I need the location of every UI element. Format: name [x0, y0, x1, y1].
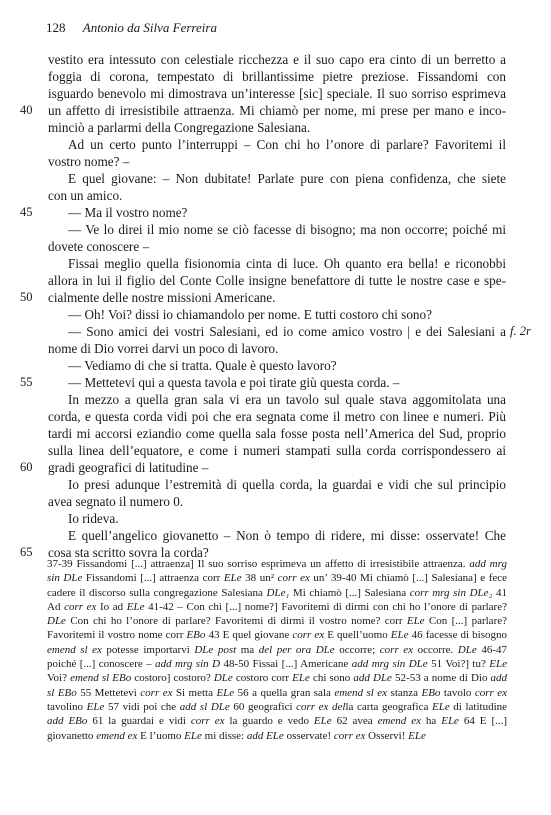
apparatus-siglum: post: [217, 643, 237, 656]
apparatus-siglum: del: [332, 700, 346, 713]
apparatus-siglum: EBo: [186, 629, 206, 642]
apparatus-siglum: ELe: [126, 600, 145, 613]
text-line: un affetto di irresistibile attraenza. Mi chiamò per nome, mi prese per mano e inco-: [48, 103, 506, 118]
apparatus-siglum: DLe: [63, 572, 83, 585]
apparatus-siglum: add: [353, 672, 370, 685]
apparatus-siglum: ELe: [489, 658, 508, 671]
text-line: — Ve lo direi il mio nome se ciò facesse di bisogno; ma non occorre; poiché mi: [68, 222, 506, 237]
text-line: Fissai meglio quella fisionomia cinta di luce. Oh quanto era bella! e riconobbi: [68, 256, 506, 271]
apparatus-siglum: corr ex: [277, 572, 310, 585]
text-line: dovete conoscere –: [48, 239, 150, 254]
apparatus-siglum: corr ex: [190, 715, 225, 728]
text-line: E quel giovane: – Non dubitate! Parlate pure con piena confidenza, che siete: [68, 171, 506, 186]
text-line: Io presi adunque l’estremità di quella corda, la guardai e vidi che sul principio: [68, 477, 506, 492]
text-line: nome di Dio vorrei darvi un poco di lavoro.: [48, 341, 279, 356]
apparatus-siglum: EBo: [68, 715, 88, 728]
text-line: con un amico.: [48, 188, 123, 203]
line-number: 50: [20, 290, 33, 304]
text-line: tardi mi accorsi eziandio come quella sala fosse posta nell’America del Sud, proprio: [48, 426, 506, 441]
apparatus-siglum: DLe: [373, 672, 392, 685]
text-line: — Vediamo di che si tratta. Quale è questo lavoro?: [68, 358, 337, 373]
apparatus-siglum: emend sl: [70, 672, 110, 685]
text-line: sulla linea dell’equatore, e come i numeri stampati sulla corda corrispondessero ai: [48, 443, 506, 458]
text-line: — Oh! Voi? dissi io chiamandolo per nome. E tutti costoro chi sono?: [68, 307, 432, 322]
apparatus-siglum: add sl: [179, 700, 208, 713]
apparatus-siglum: DLe: [213, 672, 233, 685]
text-line: vostro nome? –: [48, 154, 130, 169]
folio-marker: f. 2r: [510, 324, 531, 338]
apparatus-siglum: EBo: [421, 686, 441, 699]
line-number: 45: [20, 205, 33, 219]
text-line: Ad un certo punto l’interruppi – Con chi ho l’onore di parlare? Favoritemi il: [68, 137, 506, 152]
apparatus-siglum: per ora: [276, 643, 312, 656]
page-number: 128: [46, 20, 66, 35]
apparatus-siglum: add: [246, 729, 264, 742]
line-number: 60: [20, 460, 33, 474]
apparatus-siglum: ELe: [313, 715, 332, 728]
text-line: corda, e questa corda vidi poi che era segnata come il metro con linee e numeri. Più: [48, 409, 506, 424]
critical-apparatus: 37-39 Fissandomi [...] attraenza] Il suo sorriso esprimeva un affetto di irresistibile attraenza. add mrg sin DLe Fissandomi [...] attraenza corr ELe 38 un² corr ex un’ 39-40 Mi chiamò [...] Salesiana] e fece cadere il discorso sulla congregazione Salesiana DLe₁ Mi chiamò [...] Salesiana corr mrg sin DLe₂ 41 Ad corr ex Io ad ELe 41-42 – Con chi [...] nome?] Favoritemi di dirmi con chi ho l’onore di parlare? DLe Con chi ho l’onore di parlare? Favoritemi di dirmi il vostro nome? corr ELe Con [...] parlare? Favoritemi il vostro nome corr EBo 43 E quel giovane corr ex E quell’uomo ELe 46 facesse di bisogno emend sl ex potesse importarvi DLe post ma del per ora DLe occorre; corr ex occorre. DLe 46-47 poiché [...] conoscere – add mrg sin D 48-50 Fissai [...] Americane add mrg sin DLe 51 Voi?] tu? ELe Voi? emend sl EBo costoro] costoro? DLe costoro corr ELe chi sono add DLe 52-53 a nome di Dio add sl EBo 55 Mettetevi corr ex Si metta ELe 56 a quella gran sala emend sl ex stanza EBo tavolo corr ex tavolino ELe 57 vidi poi che add sl DLe 60 geografici corr ex della carta geografica ELe di latitudine add EBo 61 la guardai e vidi corr ex la guardo e vedo ELe 62 avea emend ex ha ELe 64 E [...] giovanetto emend ex E l’uomo ELe mi disse: add ELe osservate! corr ex Osservi! ELe: [47, 558, 508, 742]
apparatus-siglum: add: [47, 715, 64, 728]
text-line: foggia di corona, tempestato di brillantissime pietre preziose. Fissandomi con: [48, 69, 506, 84]
apparatus-siglum: corr mrg sin: [409, 586, 466, 599]
apparatus-siglum: EBo: [57, 686, 77, 699]
apparatus-siglum: EBo: [112, 672, 132, 685]
apparatus-siglum: corr ex: [379, 643, 414, 656]
apparatus-siglum: corr ex: [292, 629, 325, 642]
apparatus-siglum: DLe₂: [469, 586, 493, 599]
text-line: minciò a parlarmi della Congregazione Salesiana.: [48, 120, 311, 135]
apparatus-siglum: add mrg sin: [155, 658, 209, 671]
text-line: isguardo benevolo mi dimostrava un’interesse [sic] speciale. Il suo sorriso esprimeva: [48, 86, 506, 101]
apparatus-siglum: emend ex: [377, 715, 421, 728]
apparatus-siglum: ELe: [408, 729, 426, 742]
apparatus-siglum: ELe: [86, 700, 105, 713]
text-line: cialmente delle nostre missioni Americane.: [48, 290, 276, 305]
text-line: cosa sta scritto sovra la corda?: [48, 545, 209, 560]
apparatus-siglum: DLe₁: [266, 586, 290, 599]
text-line: — Mettetevi qui a questa tavola e poi tirate giù questa corda. –: [68, 375, 400, 390]
text-line: allora in lui il figlio del Conte Colle insigne benefattore di tutte le nostre case e spe-: [48, 273, 506, 288]
text-line: avea segnato il numero 0.: [48, 494, 184, 509]
apparatus-siglum: corr ex: [333, 729, 366, 742]
apparatus-siglum: ELe: [184, 729, 202, 742]
running-header: [46, 20, 217, 36]
apparatus-siglum: ELe: [223, 572, 242, 585]
apparatus-siglum: D: [212, 658, 221, 671]
apparatus-siglum: emend sl ex: [47, 643, 102, 656]
apparatus-siglum: add mrg sin: [47, 558, 507, 585]
apparatus-siglum: corr ex: [64, 600, 97, 613]
line-number: 65: [20, 545, 33, 559]
apparatus-siglum: ELe: [390, 629, 409, 642]
text-line: E quell’angelico giovanetto – Non ò tempo di ridere, mi disse: osservate! Che: [68, 528, 506, 543]
apparatus-siglum: del: [258, 643, 273, 656]
line-number: 40: [20, 103, 33, 117]
apparatus-siglum: ELe: [406, 615, 425, 628]
apparatus-siglum: DLe: [408, 658, 428, 671]
text-line: gradi geografici di latitudine –: [48, 460, 209, 475]
running-title: Antonio da Silva Ferreira: [82, 20, 217, 35]
apparatus-siglum: ELe: [292, 672, 310, 685]
line-number: 55: [20, 375, 33, 389]
apparatus-siglum: DLe: [315, 643, 335, 656]
apparatus-siglum: ELe: [216, 686, 235, 699]
text-line: — Ma il vostro nome?: [68, 205, 188, 220]
apparatus-siglum: add mrg sin: [351, 658, 406, 671]
apparatus-siglum: DLe: [47, 615, 66, 628]
text-line: Io rideva.: [68, 511, 119, 526]
apparatus-siglum: DLe: [194, 643, 214, 656]
apparatus-siglum: ELe: [441, 715, 459, 728]
apparatus-siglum: corr ex: [474, 686, 508, 699]
apparatus-siglum: DLe: [457, 643, 477, 656]
apparatus-siglum: ELe: [431, 700, 450, 713]
apparatus-siglum: corr ex: [140, 686, 173, 699]
apparatus-siglum: emend sl ex: [334, 686, 388, 699]
text-line: vestito era intessuto con celestiale ricchezza e il suo capo era cinto di un berretto a: [48, 52, 506, 67]
apparatus-siglum: add sl: [47, 672, 508, 699]
text-line: In mezzo a quella gran sala vi era un tavolo sul quale stava aggomitolata una: [68, 392, 506, 407]
apparatus-siglum: emend ex: [96, 729, 138, 742]
apparatus-siglum: ELe: [266, 729, 284, 742]
text-line: — Sono amici dei vostri Salesiani, ed io come amico vostro | e dei Salesiani a: [68, 324, 506, 339]
apparatus-siglum: DLe: [210, 700, 230, 713]
apparatus-siglum: corr ex: [296, 700, 329, 713]
